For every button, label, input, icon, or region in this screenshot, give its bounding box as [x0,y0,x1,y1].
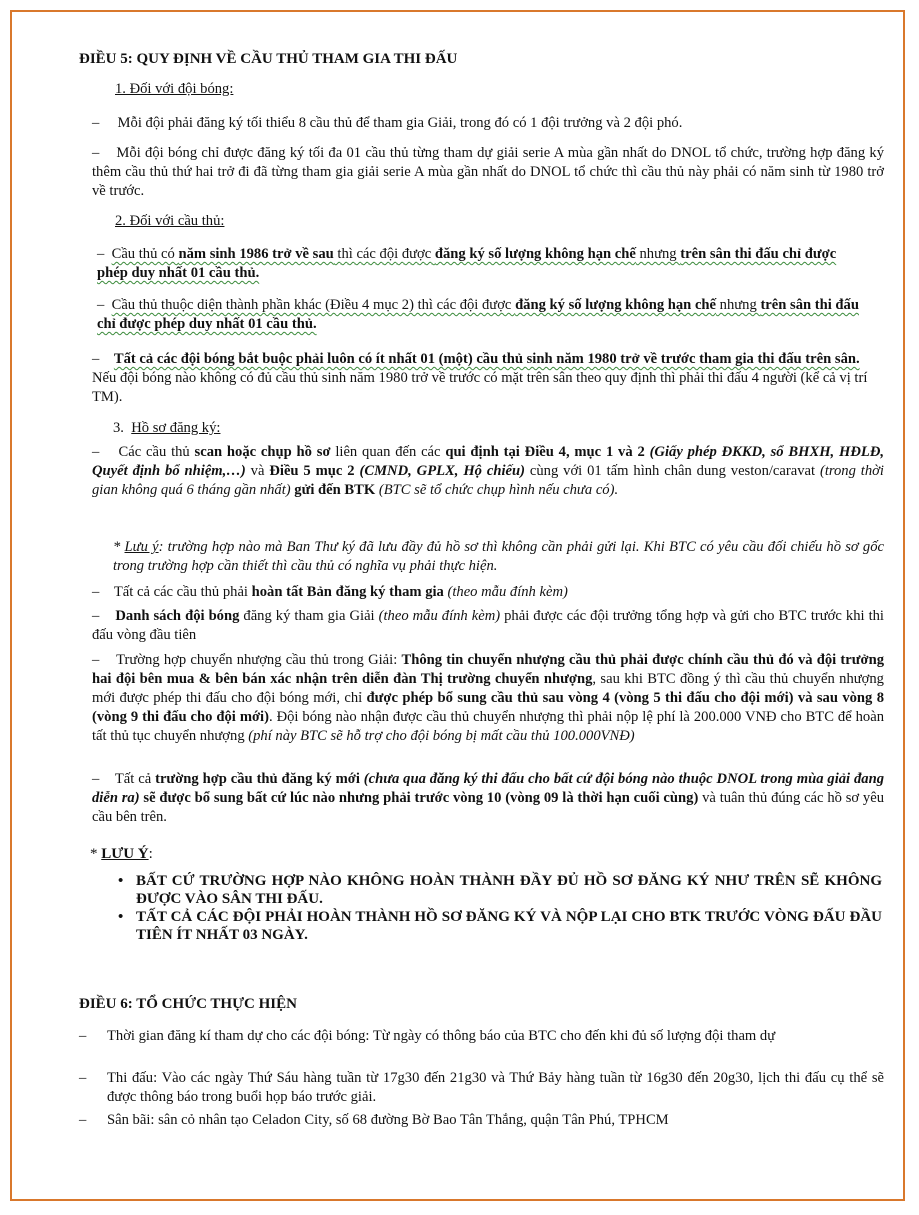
section-2-heading: 2. Đối với cầu thủ: [115,213,225,229]
s3-item-1: – Các cầu thủ scan hoặc chụp hồ sơ liên quan đến các qui định tại Điều 4, mục 1 và 2 (Giấy phép ĐKKD, sổ BHXH, HĐLĐ, Quyết định bổ nhiệm,…) và Điều 5 mục 2 (CMND, GPLX, Hộ chiếu) cùng với 01 tấm hình chân dung veston/caravat (trong thời gian không quá 6 tháng gần nhất) gửi đến BTK (BTC sẽ tổ chức chụp hình nếu chưa có). [92,444,885,498]
warning-bullets [112,872,882,944]
a6-item-2: – Thi đấu: Vào các ngày Thứ Sáu hàng tuần từ 17g30 đến 21g30 và Thứ Bảy hàng tuần từ 16g30 đến 20g30, lịch thi đấu cụ thể sẽ được thông báo trong buổi họp báo trước giải. [79,1070,884,1105]
article-6-title: ĐIỀU 6: TỔ CHỨC THỰC HIỆN [79,996,297,1012]
s3-item-4: – Trường hợp chuyển nhượng cầu thủ trong Giải: Thông tin chuyển nhượng cầu thủ phải được chính cầu thủ đó và đội trưởng hai đội bên mua & bên bán xác nhận trên diễn đàn Thị trường chuyển nhượng, sau khi BTC đồng ý thì cầu thủ chuyển nhượng mới được phép thi đấu cho đội bóng mới, chỉ được phép bổ sung cầu thủ sau vòng 4 (vòng 5 thi đấu cho đội mới) và sau vòng 8 (vòng 9 thi đấu cho đội mới). Đội bóng nào nhận được cầu thủ chuyển nhượng thì phải nộp lệ phí là 200.000 VNĐ cho BTC để hoàn tất thủ tục chuyển nhượng (phí này BTC sẽ hỗ trợ cho đội bóng bị mất cầu thủ 100.000VNĐ) [92,652,885,744]
s3-item-2: – Tất cả các cầu thủ phải hoàn tất Bản đăng ký tham gia (theo mẫu đính kèm) [92,584,568,600]
s2-item-1: – Cầu thủ có năm sinh 1986 trở về sau thì các đội được đăng ký số lượng không hạn chế nhưng trên sân thi đấu chỉ được phép duy nhất 01 cầu thủ. [97,246,837,281]
s2-item-3: – Tất cả các đội bóng bắt buộc phải luôn có ít nhất 01 (một) cầu thủ sinh năm 1980 trở về trước tham gia thi đấu trên sân. Nếu đội bóng nào không có đủ cầu thủ sinh năm 1980 trở về trước có mặt trên sân theo quy định thì phải thi đấu 4 người (kể cả vị trí TM). [92,351,868,405]
a6-item-3: – Sân bãi: sân cỏ nhân tạo Celadon City, số 68 đường Bờ Bao Tân Thắng, quận Tân Phú, TPHCM [79,1112,669,1128]
section-3-heading: 3. Hồ sơ đăng ký: [113,420,221,436]
article-5-title: ĐIỀU 5: QUY ĐỊNH VỀ CẦU THỦ THAM GIA THI ĐẤU [79,51,458,67]
luu-y-heading: * LƯU Ý: [90,846,153,862]
s2-item-2: – Cầu thủ thuộc diện thành phần khác (Điều 4 mục 2) thì các đội được đăng ký số lượng không hạn chế nhưng trên sân thi đấu chỉ được phép duy nhất 01 cầu thủ. [97,297,859,332]
s3-item-3: – Danh sách đội bóng đăng ký tham gia Giải (theo mẫu đính kèm) phải được các đội trưởng tổng hợp và gửi cho BTC trước khi thi đấu vòng đầu tiên [92,608,884,643]
a6-item-1: – Thời gian đăng kí tham dự cho các đội bóng: Từ ngày có thông báo của BTC cho đến khi đủ số lượng đội tham dự [79,1028,776,1044]
warning-bullet: • TẤT CẢ CÁC ĐỘI PHẢI HOÀN THÀNH HỒ SƠ ĐĂNG KÝ VÀ NỘP LẠI CHO BTK TRƯỚC VÒNG ĐẤU ĐẦU TIÊN ÍT NHẤT 03 NGÀY. [112,908,882,944]
s3-item-5: – Tất cả trường hợp cầu thủ đăng ký mới (chưa qua đăng ký thi đấu cho bất cứ đội bóng nào thuộc DNOL trong mùa giải đang diễn ra) sẽ được bổ sung bất cứ lúc nào nhưng phải trước vòng 10 (vòng 09 là thời hạn cuối cùng) và tuân thủ đúng các hồ sơ yêu cầu bên trên. [92,771,885,825]
section-1-heading: 1. Đối với đội bóng: [115,81,234,97]
s3-note: * Lưu ý: trường hợp nào mà Ban Thư ký đã lưu đầy đủ hồ sơ thì không cần phải gửi lại. Khi BTC có yêu cầu đối chiếu hồ sơ gốc trong trường hợp cần thiết thì cầu thủ có nghĩa vụ phải thực hiện. [113,539,884,574]
s1-item-1: – Mỗi đội phải đăng ký tối thiểu 8 cầu thủ để tham gia Giải, trong đó có 1 đội trưởng và 2 đội phó. [92,115,683,131]
s1-item-2: – Mỗi đội bóng chỉ được đăng ký tối đa 01 cầu thủ từng tham dự giải serie A mùa gần nhất do DNOL tổ chức, trường hợp đăng ký thêm cầu thủ thứ hai trở đi đã từng tham gia giải serie A mùa gần nhất do DNOL tổ chức thì cầu thủ này phải có năm sinh từ 1980 trở về trước. [92,145,885,199]
warning-bullet: • BẤT CỨ TRƯỜNG HỢP NÀO KHÔNG HOÀN THÀNH ĐẦY ĐỦ HỒ SƠ ĐĂNG KÝ NHƯ TRÊN SẼ KHÔNG ĐƯỢC VÀO SÂN THI ĐẤU. [112,872,882,908]
